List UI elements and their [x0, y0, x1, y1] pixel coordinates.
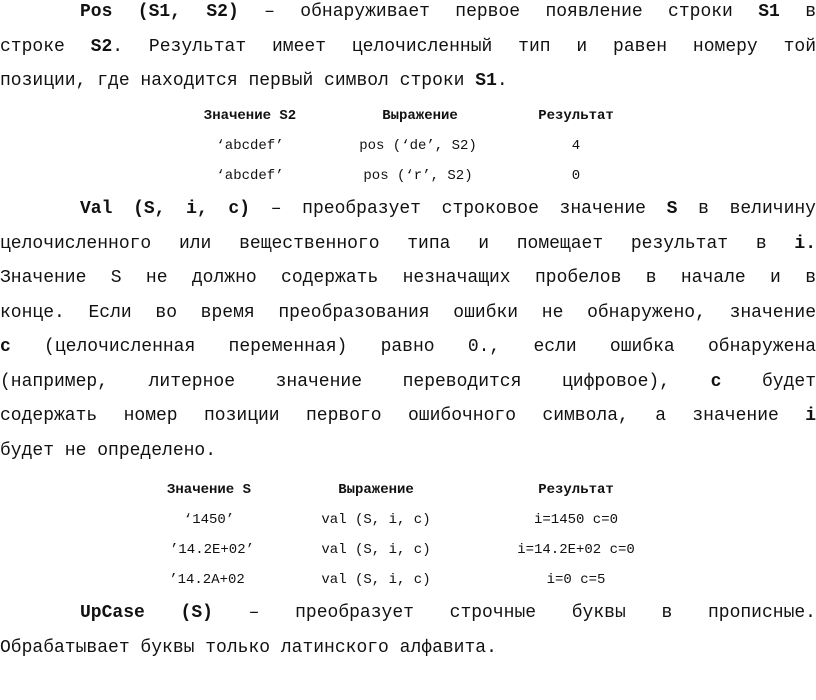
pos-example-table — [0, 108, 816, 198]
pos-line-1: Pos (S1, S2) – обнаруживает первое появление строки S1 в — [80, 2, 816, 22]
val-line-2: целочисленного или вещественного типа и помещает результат в i. — [0, 233, 816, 254]
val-line-4: конце. Если во время преобразования ошибки не обнаружено, значение — [0, 302, 816, 323]
table-header: Значение S2 — [203, 108, 297, 124]
val-line-5: c (целочисленная переменная) равно 0., если ошибка обнаружена — [0, 337, 816, 357]
table-header: Значение S — [166, 482, 252, 498]
val-paragraph — [0, 192, 816, 468]
table-cell: i=1450 c=0 — [533, 512, 619, 528]
table-header: Выражение — [382, 108, 458, 124]
table-cell: ‘1450’ — [183, 512, 235, 528]
val-line-7: содержать номер позиции первого ошибочного символа, а значение i — [0, 406, 816, 426]
pos-function-args: (S1, S2) — [137, 2, 239, 22]
val-line-3: Значение S не должно содержать незначащих пробелов в начале и в — [0, 268, 816, 288]
table-cell: pos (‘r’, S2) — [363, 168, 473, 184]
table-cell: val (S, i, c) — [321, 542, 431, 558]
table-header: Результат — [538, 482, 614, 498]
val-function-signature: Val (S, i, c) — [80, 199, 251, 219]
val-line-8: будет не определено. — [0, 440, 217, 461]
table-cell: 4 — [571, 138, 581, 154]
table-header: Результат — [538, 108, 614, 124]
pos-paragraph — [0, 0, 816, 99]
table-cell: ’14.2E+02’ — [169, 542, 255, 558]
table-cell: ‘abcdef’ — [216, 168, 284, 184]
pos-function-name: Pos — [80, 2, 113, 22]
table-header: Выражение — [338, 482, 414, 498]
table-cell: val (S, i, c) — [321, 512, 431, 528]
table-cell: i=0 c=5 — [546, 572, 606, 588]
table-cell: ’14.2A+02 — [169, 572, 245, 588]
upcase-line-2: Обрабатывает буквы только латинского алфавита. — [0, 637, 497, 658]
table-cell: pos (‘de’, S2) — [359, 138, 477, 154]
pos-line-2: строке S2. Результат имеет целочисленный тип и равен номеру той — [0, 36, 816, 57]
table-cell: val (S, i, c) — [321, 572, 431, 588]
table-cell: i=14.2E+02 c=0 — [517, 542, 635, 558]
table-cell: 0 — [571, 168, 581, 184]
table-cell: ‘abcdef’ — [216, 138, 284, 154]
val-line-1: Val (S, i, c) – преобразует строковое значение S в величину — [80, 199, 816, 219]
upcase-paragraph — [0, 596, 816, 665]
pos-line-3: позиции, где находится первый символ строки S1. — [0, 71, 508, 91]
val-line-6: (например, литерное значение переводится цифровое), c будет — [0, 371, 816, 392]
upcase-function-args: (S) — [180, 603, 213, 623]
upcase-function-name: UpCase — [80, 603, 145, 623]
val-example-table — [0, 482, 816, 592]
upcase-line-1: UpCase (S) – преобразует строчные буквы в прописные. — [80, 603, 816, 623]
